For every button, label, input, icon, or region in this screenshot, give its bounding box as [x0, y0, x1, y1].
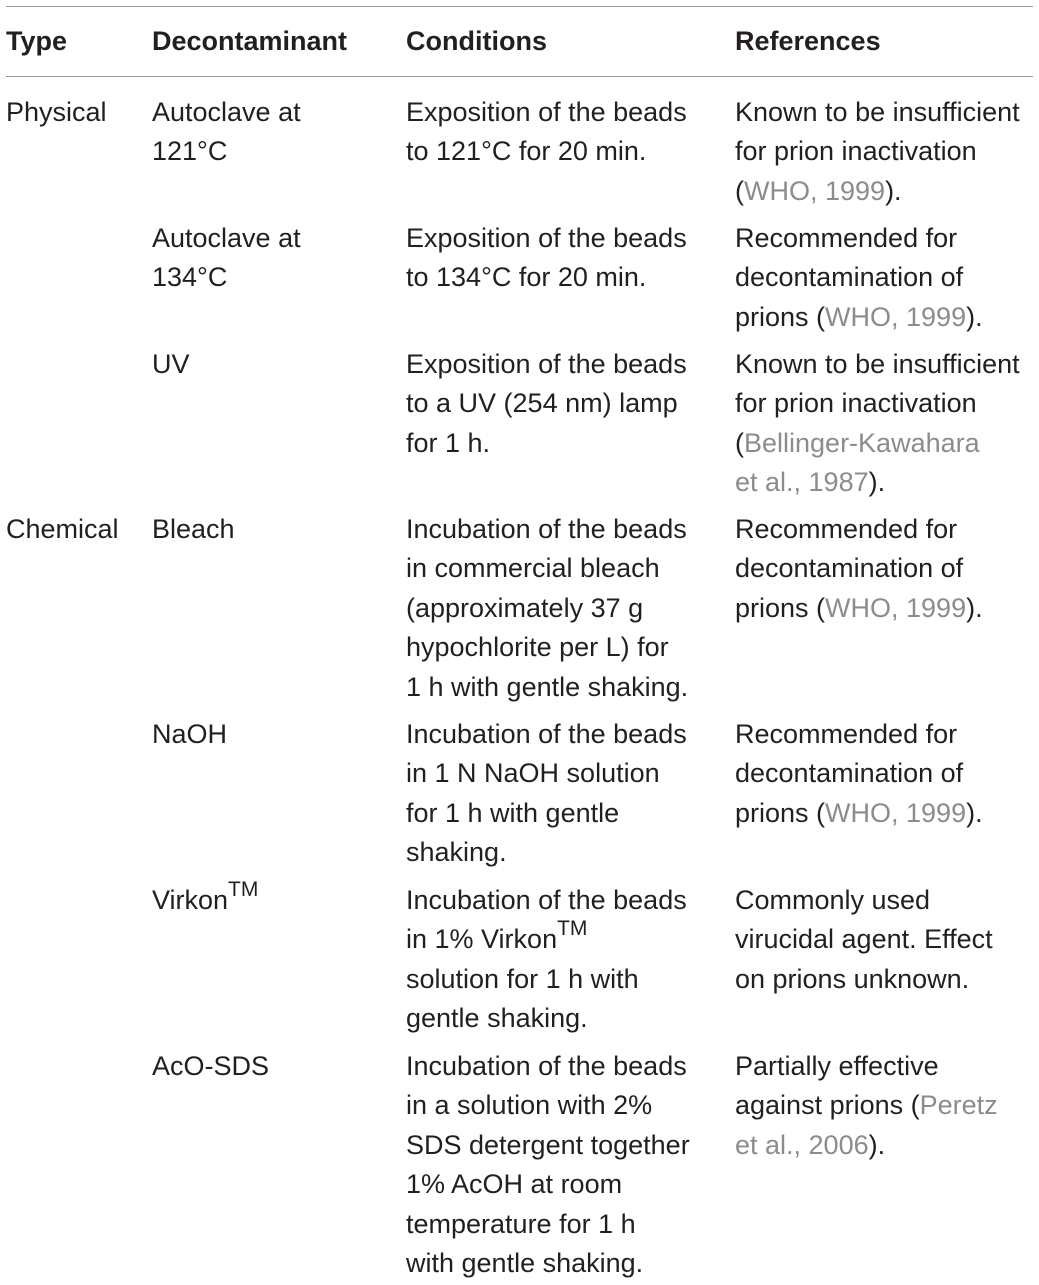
row-3-references-line: Known to be insufficient [735, 349, 1020, 379]
paren: ). [868, 1129, 886, 1160]
row-6-decontaminant-line [152, 878, 259, 920]
prefix-text: prions ( [735, 797, 826, 828]
row-6-references [735, 881, 993, 999]
citation-link[interactable]: WHO, 1999 [825, 301, 967, 332]
citation-link[interactable]: WHO, 1999 [744, 175, 886, 206]
prefix-text: prions ( [735, 301, 826, 332]
row-7-conditions-line: SDS detergent together [406, 1129, 690, 1160]
row-5-conditions-line: Incubation of the beads [406, 719, 687, 749]
row-3-references-line [735, 424, 1020, 463]
row-7-conditions-line: with gentle shaking. [406, 1248, 644, 1279]
row-1-decontaminant-line: 121°C [152, 136, 228, 167]
row-1-decontaminant-line: Autoclave at [152, 97, 301, 127]
citation-link[interactable]: Peretz [919, 1090, 998, 1121]
row-4-references [735, 510, 983, 628]
row-6-conditions-line: Incubation of the beads [406, 885, 687, 915]
row-4-decontaminant-line: Bleach [152, 514, 235, 544]
row-7-decontaminant-line: AcO-SDS [152, 1051, 270, 1081]
citation-link[interactable]: WHO, 1999 [825, 592, 967, 623]
prefix-text: prions ( [735, 592, 826, 623]
row-2-conditions-line: to 134°C for 20 min. [406, 262, 647, 293]
paren: ( [735, 427, 744, 458]
row-3-conditions-line: for 1 h. [406, 427, 491, 458]
row-1-decontaminant [152, 93, 301, 172]
row-3-conditions-line: to a UV (254 nm) lamp [406, 388, 678, 419]
row-6-conditions-line [406, 917, 687, 959]
row-4-decontaminant [152, 510, 235, 549]
paren: ). [966, 592, 983, 623]
row-3-references-line [735, 463, 1020, 502]
header-decontaminant: Decontaminant [152, 26, 348, 56]
virkon-text: in 1% Virkon [406, 924, 558, 955]
row-2-decontaminant-line: Autoclave at [152, 223, 301, 253]
row-5-conditions-line: for 1 h with gentle [406, 797, 620, 828]
table-top-rule [6, 6, 1033, 7]
row-5-decontaminant-line: NaOH [152, 719, 228, 749]
row-7-conditions-line: in a solution with 2% [406, 1090, 653, 1121]
row-7-conditions-line: 1% AcOH at room [406, 1169, 623, 1200]
row-5-references-line: decontamination of [735, 758, 964, 789]
row-6-conditions-line: gentle shaking. [406, 1003, 588, 1034]
row-1-type: Physical [6, 97, 107, 127]
trademark-sup: TM [557, 917, 588, 941]
row-1-references-line: Known to be insufficient [735, 97, 1020, 127]
row-1-conditions-line: Exposition of the beads [406, 97, 687, 127]
row-4-references-line: decontamination of [735, 553, 964, 584]
row-3-decontaminant [152, 345, 190, 384]
row-2-references-line [735, 298, 983, 337]
row-7-references-line [735, 1126, 998, 1165]
row-3-conditions [406, 345, 687, 463]
header-references: References [735, 26, 881, 56]
row-4-conditions-line: (approximately 37 g [406, 592, 644, 623]
row-7-conditions [406, 1047, 690, 1283]
row-3-references [735, 345, 1020, 503]
citation-link[interactable]: Bellinger-Kawahara [744, 427, 980, 458]
paren: ). [966, 301, 983, 332]
row-4-references-line: Recommended for [735, 514, 958, 544]
paren: ). [868, 467, 886, 498]
row-7-decontaminant [152, 1047, 269, 1086]
row-4-type: Chemical [6, 514, 119, 544]
row-4-conditions-line: Incubation of the beads [406, 514, 687, 544]
header-type: Type [6, 26, 68, 56]
row-4-conditions [406, 510, 688, 707]
paren: ). [885, 175, 902, 206]
table-header-rule [6, 76, 1033, 77]
row-3-decontaminant-line: UV [152, 349, 190, 379]
row-2-references-line: Recommended for [735, 223, 958, 253]
row-2-conditions [406, 219, 687, 298]
row-5-references [735, 715, 983, 833]
header-conditions: Conditions [406, 26, 547, 56]
row-5-decontaminant [152, 715, 227, 754]
row-5-conditions-line: shaking. [406, 837, 507, 868]
row-5-references-line: Recommended for [735, 719, 958, 749]
row-2-conditions-line: Exposition of the beads [406, 223, 687, 253]
row-3-conditions-line: Exposition of the beads [406, 349, 687, 379]
row-1-references-line [735, 172, 1020, 211]
paren: ( [735, 175, 744, 206]
row-4-conditions-line: 1 h with gentle shaking. [406, 671, 689, 702]
row-7-references-line: Partially effective [735, 1051, 939, 1081]
citation-link[interactable]: et al., 1987 [735, 467, 869, 498]
row-1-references [735, 93, 1020, 211]
row-1-references-line: for prion inactivation [735, 136, 977, 167]
prefix-text: against prions ( [735, 1090, 920, 1121]
row-3-references-line: for prion inactivation [735, 388, 977, 419]
row-7-references [735, 1047, 998, 1165]
row-6-references-line: Commonly used [735, 885, 931, 915]
virkon-text: Virkon [152, 885, 229, 915]
row-7-conditions-line: temperature for 1 h [406, 1208, 636, 1239]
row-5-conditions [406, 715, 687, 873]
row-1-conditions-line: to 121°C for 20 min. [406, 136, 647, 167]
row-7-references-line [735, 1086, 998, 1125]
row-2-references-line: decontamination of [735, 262, 964, 293]
row-6-references-line: virucidal agent. Effect [735, 924, 993, 955]
row-5-references-line [735, 794, 983, 833]
row-4-conditions-line: hypochlorite per L) for [406, 632, 669, 663]
row-4-references-line [735, 589, 983, 628]
row-1-conditions [406, 93, 687, 172]
row-2-decontaminant-line: 134°C [152, 262, 228, 293]
row-6-decontaminant [152, 878, 259, 920]
row-7-conditions-line: Incubation of the beads [406, 1051, 687, 1081]
citation-link[interactable]: WHO, 1999 [825, 797, 967, 828]
row-6-conditions [406, 881, 687, 1039]
row-2-decontaminant [152, 219, 301, 298]
paren: ). [966, 797, 983, 828]
citation-link[interactable]: et al., 2006 [735, 1129, 869, 1160]
row-5-conditions-line: in 1 N NaOH solution [406, 758, 660, 789]
row-6-conditions-line: solution for 1 h with [406, 963, 639, 994]
row-2-references [735, 219, 983, 337]
row-4-conditions-line: in commercial bleach [406, 553, 660, 584]
row-6-references-line: on prions unknown. [735, 963, 970, 994]
trademark-sup: TM [228, 878, 259, 901]
